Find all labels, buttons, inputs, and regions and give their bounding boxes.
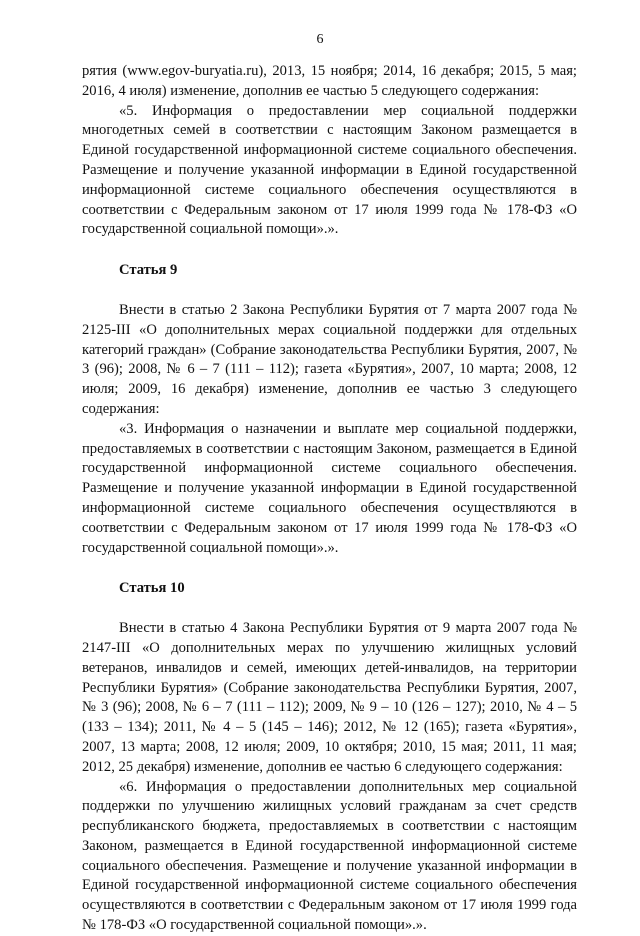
paragraph-article-9-intro: Внести в статью 2 Закона Республики Бурятия от 7 марта 2007 года № 2125-III «О дополнительных мерах социальной поддержки для отдельных категорий граждан» (Собрание законодательства Республики Бурятия, 2007, № 3 (96); 2008, № 6 – 7 (111 – 112); газета «Бурятия», 2007, 10 марта; 2008, 12 июля; 2009, 16 декабря) изменение, дополнив ее частью 3 следующего содержания:: [82, 301, 577, 417]
paragraph-quoted-part-5: «5. Информация о предоставлении мер социальной поддержки многодетных семей в соответствии с настоящим Законом размещается в Единой государственной информационной системе социального обеспечения. Размещение и получение указанной информации в Единой государственной информационной системе социального обеспечения осуществляются в соответствии с Федеральным законом от 17 июля 1999 года № 178-ФЗ «О государственной социальной помощи».».: [82, 102, 577, 238]
heading-article-10: Статья 10: [119, 580, 185, 597]
page-number: 6: [316, 32, 324, 47]
paragraph-article-10-intro: Внести в статью 4 Закона Республики Бурятия от 9 марта 2007 года № 2147-III «О дополнительных мерах по улучшению жилищных условий ветеранов, инвалидов и семей, имеющих детей-инвалидов, на территории Республики Бурятия» (Собрание законодательства Республики Бурятия, 2007, № 3 (96); 2008, № 6 – 7 (111 – 112); 2009, № 9 – 10 (126 – 127); 2010, № 4 – 5 (133 – 134); 2011, № 4 – 5 (145 – 146); 2012, № 12 (165); газета «Бурятия», 2007, 13 марта; 2008, 12 июля; 2009, 10 октября; 2010, 15 мая; 2011, 11 мая; 2012, 25 декабря) изменение, дополнив ее частью 6 следующего содержания:: [82, 620, 577, 775]
paragraph-continuation: рятия (www.egov-buryatia.ru), 2013, 15 ноября; 2014, 16 декабря; 2015, 5 мая; 2016, 4 июля) изменение, дополнив ее частью 5 следующего содержания:: [82, 63, 577, 99]
paragraph-quoted-part-6: «6. Информация о предоставлении дополнительных мер социальной поддержки по улучшению жилищных условий гражданам за счет средств республиканского бюджета, предоставляемых в соответствии с настоящим Законом, размещается в Единой государственной информационной системе социального обеспечения. Размещение и получение указанной информации в Единой государственной информационной системе социального обеспечения осуществляются в соответствии с Федеральным законом от 17 июля 1999 года № 178-ФЗ «О государственной социальной помощи».».: [82, 778, 577, 934]
paragraph-quoted-part-3: «3. Информация о назначении и выплате мер социальной поддержки, предоставляемых в соответствии с настоящим Законом, размещается в Единой государственной информационной системе социального обеспечения. Размещение и получение указанной информации в Единой государственной информационной системе социального обеспечения осуществляются в соответствии с Федеральным законом от 17 июля 1999 года № 178-ФЗ «О государственной социальной помощи».».: [82, 420, 577, 556]
heading-article-9: Статья 9: [119, 262, 178, 279]
document-body: [82, 62, 577, 936]
